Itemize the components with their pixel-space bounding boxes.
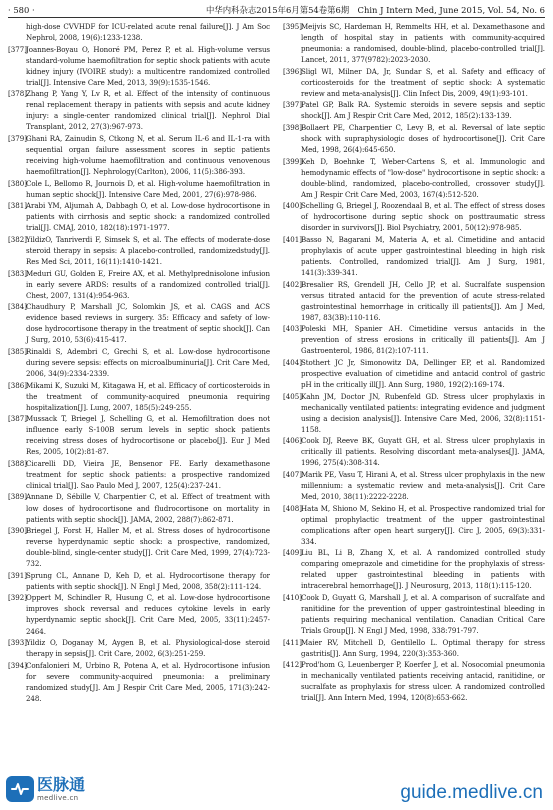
reference-number: [410] (283, 592, 302, 602)
reference-entry (283, 323, 545, 356)
reference-entry (283, 547, 545, 591)
reference-column-left (8, 21, 270, 767)
reference-text: Meduri GU, Golden E, Freire AX, et al. Methylprednisolone infusion in early severe ARDS: results of a randomized controlled trial[J]. Chest, 2007, 131(4):954-963. (26, 268, 270, 300)
page-number: · 580 · (8, 5, 35, 15)
reference-text: Yildiz O, Doganay M, Aygen B, et al. Physiological-dose steroid therapy in sepsis[J]. Crit Care, 2002, 6(3):251-259. (26, 638, 270, 659)
reference-number: [409] (283, 548, 302, 558)
reference-entry (8, 88, 270, 132)
reference-number: [403] (283, 324, 302, 334)
logo-text-cn: 医脉通 (37, 775, 86, 794)
medlive-logo (6, 776, 85, 802)
reference-entry (283, 21, 545, 65)
reference-number: [386] (8, 380, 27, 390)
reference-text: Hata M, Shiono M, Sekino H, et al. Prospective randomized trial for optimal prophylactic treatment of the upper gastrointestinal complications after open heart surgery[J]. Circ J, 2005, 69(3):331-334. (301, 503, 545, 546)
reference-number: [387] (8, 414, 27, 424)
reference-entry (8, 301, 270, 345)
reference-text: Chaudhury P, Marshall JC, Solomkin JS, et al. CAGS and ACS evidence based reviews in surgery. 35: Efficacy and safety of low-dose hydrocortisone therapy in the treatment of septic shock[J]. Can J Surg, 2010, 53(6):415-417. (26, 302, 270, 345)
reference-number: [412] (283, 660, 302, 670)
reference-number: [390] (8, 526, 27, 536)
reference-entry (8, 491, 270, 524)
reference-entry (8, 44, 270, 88)
reference-text: Stothert JC Jr, Simonowitz DA, Dellinger EP, et al. Randomized prospective evaluation of cimetidine and antacid control of gastric pH in the critically ill[J]. Ann Surg, 1980, 192(2):169-174. (301, 357, 545, 389)
reference-number: [395] (283, 22, 302, 31)
reference-entry (8, 133, 270, 177)
reference-text: Schelling G, Briegel J, Roozendaal B, et al. The effect of stress doses of hydrocortisone during septic shock on posttraumatic stress disorder in survivors[J]. Biol Psychiatry, 2001, 50(12):978-985. (301, 201, 545, 233)
reference-entry (283, 659, 545, 703)
reference-entry (8, 570, 270, 592)
reference-entry (283, 469, 545, 502)
reference-entry (283, 66, 545, 99)
reference-number: [404] (283, 357, 302, 367)
reference-entry (8, 178, 270, 200)
reference-text: Liu BL, Li B, Zhang X, et al. A randomized controlled study comparing omeprazole and cimetidine for the prophylaxis of stress-related upper gastrointestinal bleeding in patients with intracerebral hemorrhage[J]. J Neurosurg, 2013, 118(1):115-120. (301, 548, 545, 591)
reference-entry (8, 380, 270, 413)
reference-text: Joannes-Boyau O, Honoré PM, Perez P, et al. High-volume versus standard-volume haemofiltration for septic shock patients with acute kidney injury (IVOIRE study): a multicentre randomized controlled trial[J]. Intensive Care Med, 2013, 39(9):1535-1546. (26, 44, 270, 87)
reference-number: [411] (283, 637, 302, 647)
reference-entry (8, 637, 270, 659)
reference-entry (8, 413, 270, 457)
reference-text: Zhang P, Yang Y, Lv R, et al. Effect of the intensity of continuous renal replacement therapy in patients with sepsis and acute kidney injury: a single-center randomized clinical trial[J]. Nephrol Dial Transplant, 2012, 27(3):967-973. (26, 89, 270, 132)
reference-number: [381] (8, 201, 27, 211)
reference-entry (283, 357, 545, 390)
reference-entry (8, 268, 270, 301)
reference-text: Maier RV, Mitchell D, Gentilello L. Optimal therapy for stress gastritis[J]. Ann Surg, 1994, 220(3):353-360. (301, 637, 545, 658)
reference-entry (283, 156, 545, 200)
reference-entry (283, 279, 545, 323)
reference-text: Meijvis SC, Hardeman H, Remmelts HH, et al. Dexamethasone and length of hospital stay in patients with community-acquired pneumonia: a randomised, double-blind, placebo-controlled trial[J]. Lancet, 2011, 377(9782):2023-2030. (301, 22, 545, 65)
site-watermark: guide.medlive.cn (400, 782, 543, 803)
journal-info: 中华内科杂志2015年6月第54卷第6期 Chin J Intern Med, June 2015, Vol. 54, No. 6 (206, 5, 545, 15)
reference-number: [399] (283, 156, 302, 166)
reference-number: [379] (8, 133, 27, 143)
reference-number: [407] (283, 469, 302, 479)
reference-text: Poleski MH, Spanier AH. Cimetidine versus antacids in the prevention of stress erosions in critically ill patients[J]. Am J Gastroenterol, 1986, 81(2):107-111. (301, 324, 545, 356)
reference-entry (283, 234, 545, 278)
reference-text: Bresalier RS, Grendell JH, Cello JP, et al. Sucralfate suspension versus titrated antacid for the prevention of acute stress-related gastrointestinal hemorrhage in critically ill patients[J]. Am J Med, 1987, 83(3B):110-116. (301, 279, 545, 322)
reference-text: Mikami K, Suzuki M, Kitagawa H, et al. Efficacy of corticosteroids in the treatment of community-acquired pneumonia requiring hospitalization[J]. Lung, 2007, 185(5):249-255. (26, 380, 270, 412)
reference-entry (283, 122, 545, 155)
reference-entry (8, 592, 270, 636)
reference-entry (283, 435, 545, 468)
reference-number: [382] (8, 234, 27, 244)
reference-number: [384] (8, 302, 27, 312)
reference-text: YildizO, Tanriverdi F, Simsek S, et al. The effects of moderate-dose steroid therapy in sepsis: A placebo-controlled, randomizedstudy[J]. Res Med Sci, 2011, 16(11):1410-1421. (26, 234, 270, 266)
reference-number: [400] (283, 201, 302, 211)
reference-entry (8, 21, 270, 43)
reference-entry (283, 200, 545, 233)
reference-number: [377] (8, 44, 27, 54)
reference-number: [385] (8, 346, 27, 356)
reference-text: Mussack T, Briegel J, Schelling G, et al. Hemofiltration does not influence early S-100B serum levels in septic shock patients receiving stress doses of hydrocortisone or placebo[J]. Eur J Med Res, 2005, 10(2):81-87. (26, 414, 270, 457)
medlive-logo-icon (6, 776, 34, 802)
reference-text: Briegel J, Forst H, Haller M, et al. Stress doses of hydrocortisone reverse hyperdynamic septic shock: a prospective, randomized, double-blind, single-center study[J]. Crit Care Med, 1999, 27(4):723-732. (26, 526, 270, 569)
reference-entry (8, 346, 270, 379)
reference-number: [405] (283, 391, 302, 401)
reference-text: Patel GP, Balk RA. Systemic steroids in severe sepsis and septic shock[J]. Am J Respir Crit Care Med, 2012, 185(2):133-139. (301, 100, 545, 121)
reference-entry (283, 592, 545, 636)
reference-number: [402] (283, 279, 302, 289)
reference-entry (283, 391, 545, 435)
reference-number: [388] (8, 458, 27, 468)
reference-text: Sprung CL, Annane D, Keh D, et al. Hydrocortisone therapy for patients with septic shock[J]. N Engl J Med, 2008, 358(2):111-124. (26, 570, 270, 591)
reference-number: [378] (8, 89, 27, 99)
reference-text: Arabi YM, Aljumah A, Dabbagh O, et al. Low-dose hydrocortisone in patients with cirrhosis and septic shock: a randomized controlled trial[J]. CMAJ, 2010, 182(18):1971-1977. (26, 201, 270, 233)
reference-number: [408] (283, 503, 302, 513)
page-footer (0, 770, 553, 810)
reference-number: [380] (8, 178, 27, 188)
reference-columns (8, 21, 545, 767)
reference-text: Ghani RA, Zainudin S, Ctkong N, et al. Serum IL-6 and IL-1-ra with sequential organ failure assessment scores in septic patients receiving high-volume haemofiltration and continuous venovenous haemofiltration[J]. Nephrology(Carlton), 2006, 11(5):386-393. (26, 133, 270, 177)
reference-text: Bollaert PE, Charpentier C, Levy B, et al. Reversal of late septic shock with supraphysiologic doses of hydrocortisone[J]. Crit Care Med, 1998, 26(4):645-650. (301, 122, 545, 155)
reference-entry (283, 503, 545, 547)
reference-entry (8, 525, 270, 569)
reference-text: Keh D, Boehnke T, Weber-Cartens S, et al. Immunologic and hemodynamic effects of "low-dose" hydrocortisone in septic shock: a double-blind, randomized, placebo-controlled, crossover study[J]. Am J Respir Crit Care Med, 2003, 167(4):512-520. (301, 156, 545, 199)
reference-number: [394] (8, 660, 27, 670)
reference-number: [397] (283, 100, 302, 110)
reference-text: Cicarelli DD, Vieira JE, Bensenor FE. Early dexamethasone treatment for septic shock patients: a prospective randomized clinical trial[J]. Sao Paulo Med J, 2007, 125(4):237-241. (26, 458, 270, 490)
reference-number: [406] (283, 436, 302, 446)
reference-entry (283, 637, 545, 659)
reference-number: [401] (283, 234, 302, 244)
header-rule (8, 17, 545, 18)
reference-text: Oppert M, Schindler R, Husung C, et al. Low-dose hydrocortisone improves shock reversal and reduces cytokine levels in early hyperdynamic septic shock[J]. Crit Care Med, 2005, 33(11):2457-2464. (26, 593, 270, 636)
reference-number: [393] (8, 638, 27, 648)
reference-text: Annane D, Sébille V, Charpentier C, et al. Effect of treatment with low doses of hydrocortisone and fludrocortisone on mortality in patients with septic shock[J]. JAMA, 2002, 288(7):862-871. (26, 492, 270, 524)
reference-text: Kahn JM, Doctor JN, Rubenfeld GD. Stress ulcer prophylaxis in mechanically ventilated patients: integrating evidence and judgment using a decision analysis[J]. Intensive Care Med, 2006, 32(8):1151-1158. (301, 391, 545, 434)
reference-text: Confalonieri M, Urbino R, Potena A, et al. Hydrocortisone infusion for severe community-acquired pneumonia: a preliminary randomized study[J]. Am J Respir Crit Care Med, 2005, 171(3):242-248. (26, 660, 270, 703)
reference-text: Rinaldi S, Adembri C, Grechi S, et al. Low-dose hydrocortisone during severe sepsis: effects on microalbuminuria[J]. Crit Care Med, 2006, 34(9):2334-2339. (26, 346, 270, 378)
reference-number: [391] (8, 570, 27, 580)
reference-text: Sligl WI, Milner DA, Jr, Sundar S, et al. Safety and efficacy of corticosteroids for the treatment of septic shock: A systematic review and meta-analysis[J]. Clin Infect Dis, 2009, 49(1):93-101. (301, 66, 545, 98)
reference-column-right (283, 21, 545, 767)
reference-text: Marik PE, Vasu T, Hirani A, et al. Stress ulcer prophylaxis in the new millennium: a systematic review and meta-analysis[J]. Crit Care Med, 2010, 38(11):2222-2228. (301, 469, 545, 501)
reference-text: Prod'hom G, Leuenberger P, Koerfer J, et al. Nosocomial pneumonia in mechanically ventilated patients receiving antacid, ranitidine, or sucralfate as prophylaxis for stress ulcer. A randomized controlled trial[J]. Ann Intern Med, 1994, 120(8):653-662. (301, 660, 545, 703)
reference-entry (283, 99, 545, 121)
reference-text: high-dose CVVHDF for ICU-related acute renal failure[J]. J Am Soc Nephrol, 2008, 19(6):1233-1238. (26, 22, 270, 43)
reference-entry (8, 660, 270, 704)
logo-text-en: medlive.cn (37, 794, 79, 802)
reference-number: [389] (8, 492, 27, 502)
reference-entry (8, 200, 270, 233)
reference-entry (8, 458, 270, 491)
reference-number: [396] (283, 66, 302, 76)
reference-number: [392] (8, 593, 27, 603)
reference-text: Cole L, Bellomo R, Journois D, et al. High-volume haemofiltration in human septic shock[J]. Intensive Care Med, 2001, 27(6):978-986. (26, 178, 270, 199)
reference-text: Cook DJ, Reeve BK, Guyatt GH, et al. Stress ulcer prophylaxis in critically ill patients. Resolving discordant meta-analyses[J]. JAMA, 1996, 275(4):308-314. (301, 436, 545, 468)
reference-text: Cook D, Guyatt G, Marshall J, et al. A comparison of sucralfate and ranitidine for the prevention of upper gastrointestinal bleeding in patients requiring mechanical ventilation. Canadian Critical Care Trials Group[J]. N Engl J Med, 1998, 338:791-797. (301, 592, 545, 636)
reference-number: [383] (8, 268, 27, 278)
reference-entry (8, 234, 270, 267)
page-header (8, 2, 545, 16)
reference-number: [398] (283, 122, 302, 132)
reference-text: Basso N, Bagarani M, Materia A, et al. Cimetidine and antacid prophylaxis of acute upper gastrointestinal bleeding in high risk patients. Controlled, randomized trial[J]. Am J Surg, 1981, 141(3):339-341. (301, 234, 545, 278)
